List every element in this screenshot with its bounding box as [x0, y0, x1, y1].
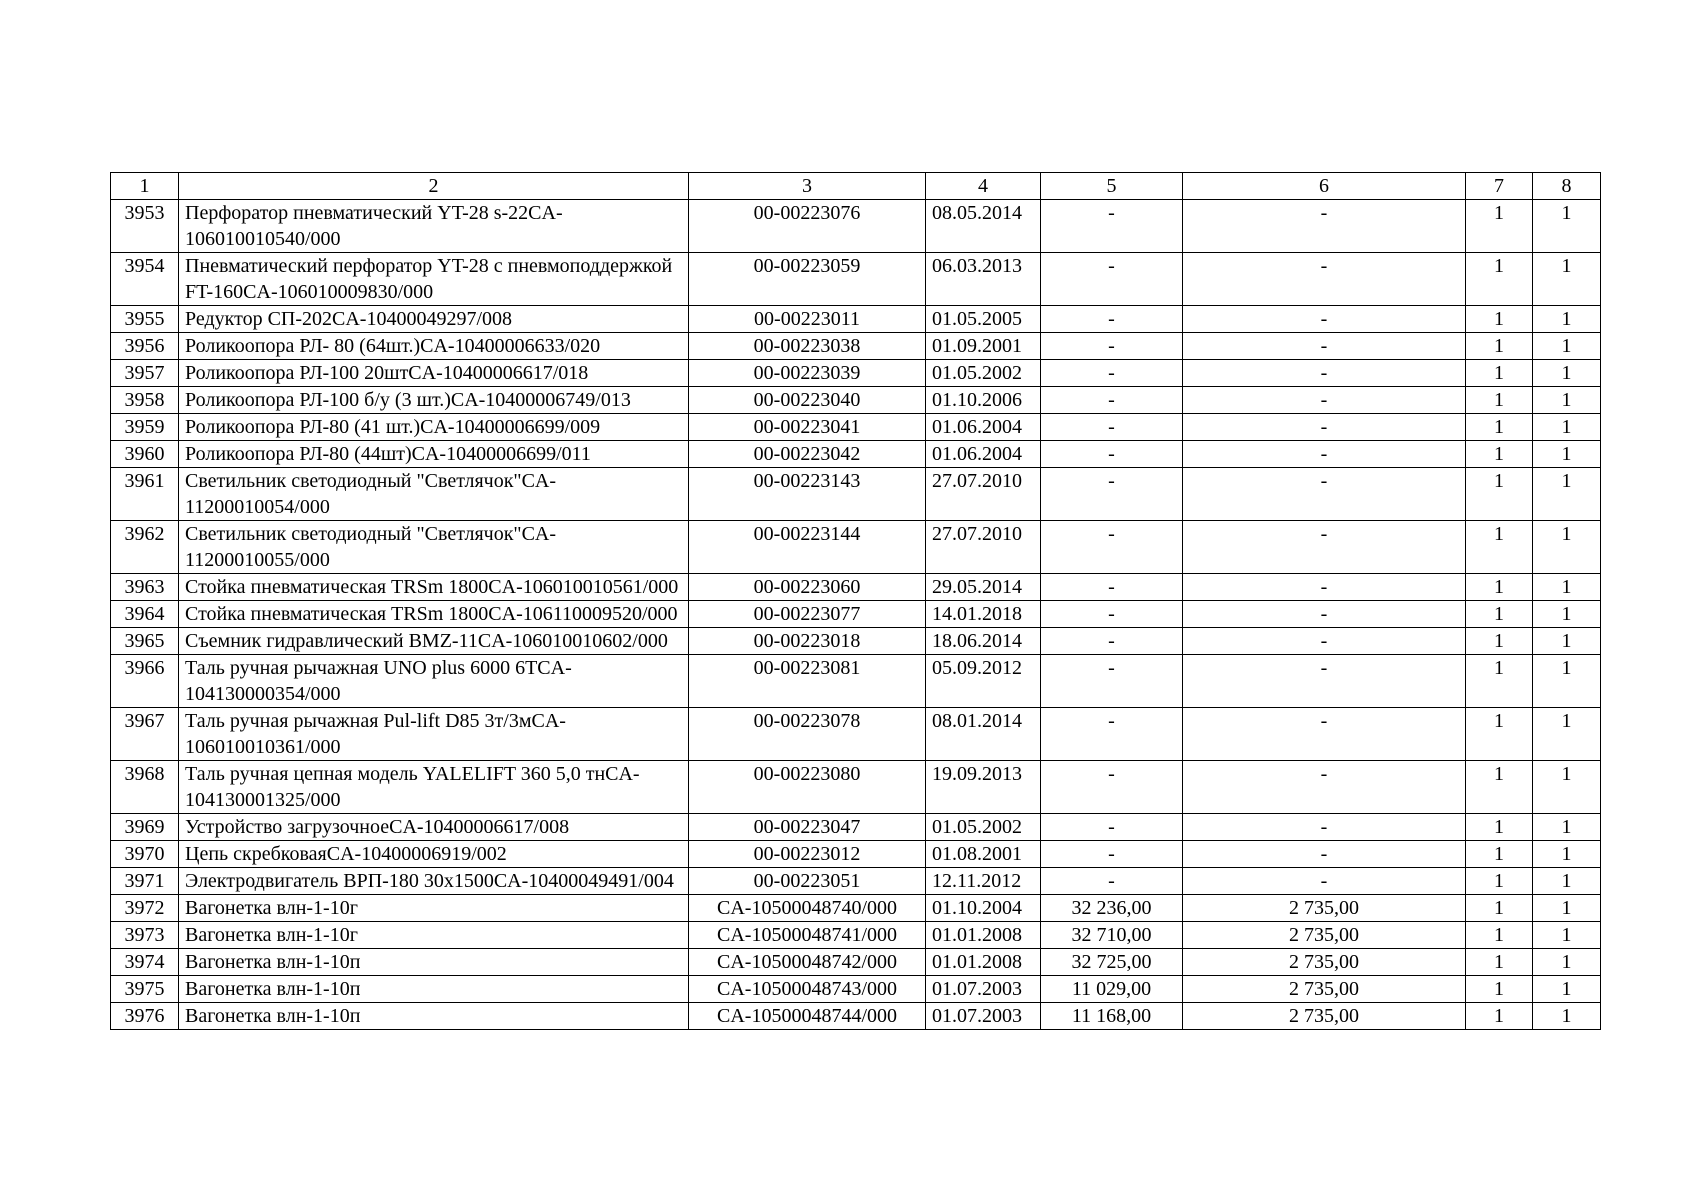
value-8-cell: 1	[1533, 360, 1601, 387]
value-5-cell: -	[1041, 868, 1183, 895]
date-cell: 29.05.2014	[926, 574, 1041, 601]
table-row	[111, 387, 1601, 414]
value-8-cell: 1	[1533, 468, 1601, 521]
table-row	[111, 655, 1601, 708]
inventory-code-cell: 00-00223042	[689, 441, 926, 468]
value-7-cell: 1	[1466, 949, 1533, 976]
table-body	[111, 173, 1601, 1030]
column-header: 4	[926, 173, 1041, 200]
item-name-cell: Вагонетка влн-1-10г	[179, 895, 689, 922]
inventory-table	[110, 172, 1601, 1030]
value-8-cell: 1	[1533, 761, 1601, 814]
item-name-cell: Роликоопора РЛ-100 20штCA-10400006617/018	[179, 360, 689, 387]
item-name-cell: Стойка пневматическая TRSm 1800CA-106010010561/000	[179, 574, 689, 601]
value-7-cell: 1	[1466, 761, 1533, 814]
date-cell: 01.07.2003	[926, 1003, 1041, 1030]
value-5-cell: -	[1041, 574, 1183, 601]
date-cell: 01.09.2001	[926, 333, 1041, 360]
column-header: 1	[111, 173, 179, 200]
value-6-cell: 2 735,00	[1183, 949, 1466, 976]
value-7-cell: 1	[1466, 708, 1533, 761]
row-number-cell: 3961	[111, 468, 179, 521]
inventory-code-cell: CA-10500048740/000	[689, 895, 926, 922]
value-7-cell: 1	[1466, 441, 1533, 468]
row-number-cell: 3965	[111, 628, 179, 655]
value-7-cell: 1	[1466, 841, 1533, 868]
date-cell: 19.09.2013	[926, 761, 1041, 814]
value-7-cell: 1	[1466, 360, 1533, 387]
table-row	[111, 814, 1601, 841]
value-6-cell: -	[1183, 253, 1466, 306]
value-8-cell: 1	[1533, 814, 1601, 841]
value-8-cell: 1	[1533, 628, 1601, 655]
column-header: 5	[1041, 173, 1183, 200]
value-6-cell: -	[1183, 306, 1466, 333]
value-6-cell: -	[1183, 601, 1466, 628]
value-6-cell: -	[1183, 521, 1466, 574]
value-8-cell: 1	[1533, 253, 1601, 306]
value-7-cell: 1	[1466, 253, 1533, 306]
value-8-cell: 1	[1533, 306, 1601, 333]
date-cell: 18.06.2014	[926, 628, 1041, 655]
row-number-cell: 3955	[111, 306, 179, 333]
table-row	[111, 841, 1601, 868]
item-name-cell: Съемник гидравлический BMZ-11CA-106010010602/000	[179, 628, 689, 655]
inventory-code-cell: 00-00223143	[689, 468, 926, 521]
inventory-code-cell: 00-00223038	[689, 333, 926, 360]
item-name-cell: Перфоратор пневматический YT-28 s-22CA-106010010540/000	[179, 200, 689, 253]
date-cell: 01.01.2008	[926, 922, 1041, 949]
value-7-cell: 1	[1466, 306, 1533, 333]
table-row	[111, 414, 1601, 441]
value-7-cell: 1	[1466, 976, 1533, 1003]
table-row	[111, 574, 1601, 601]
value-6-cell: 2 735,00	[1183, 1003, 1466, 1030]
inventory-code-cell: 00-00223081	[689, 655, 926, 708]
value-8-cell: 1	[1533, 200, 1601, 253]
value-5-cell: -	[1041, 333, 1183, 360]
value-5-cell: -	[1041, 200, 1183, 253]
table-row	[111, 922, 1601, 949]
date-cell: 01.05.2002	[926, 814, 1041, 841]
value-5-cell: -	[1041, 414, 1183, 441]
inventory-code-cell: CA-10500048742/000	[689, 949, 926, 976]
value-5-cell: -	[1041, 387, 1183, 414]
value-5-cell: 32 725,00	[1041, 949, 1183, 976]
table-row	[111, 628, 1601, 655]
item-name-cell: Роликоопора РЛ-100 б/у (3 шт.)CA-10400006749/013	[179, 387, 689, 414]
item-name-cell: Пневматический перфоратор YT-28 с пневмоподдержкой FT-160CA-106010009830/000	[179, 253, 689, 306]
value-5-cell: -	[1041, 468, 1183, 521]
inventory-code-cell: 00-00223012	[689, 841, 926, 868]
value-5-cell: -	[1041, 306, 1183, 333]
date-cell: 06.03.2013	[926, 253, 1041, 306]
value-5-cell: -	[1041, 655, 1183, 708]
item-name-cell: Таль ручная рычажная Pul-lift D85 3т/3мCA-106010010361/000	[179, 708, 689, 761]
value-6-cell: 2 735,00	[1183, 895, 1466, 922]
row-number-cell: 3966	[111, 655, 179, 708]
table-row	[111, 200, 1601, 253]
date-cell: 05.09.2012	[926, 655, 1041, 708]
value-6-cell: -	[1183, 814, 1466, 841]
inventory-code-cell: 00-00223051	[689, 868, 926, 895]
column-header: 6	[1183, 173, 1466, 200]
row-number-cell: 3972	[111, 895, 179, 922]
table-row	[111, 601, 1601, 628]
date-cell: 01.05.2005	[926, 306, 1041, 333]
inventory-code-cell: CA-10500048743/000	[689, 976, 926, 1003]
table-row	[111, 761, 1601, 814]
row-number-cell: 3964	[111, 601, 179, 628]
inventory-code-cell: 00-00223040	[689, 387, 926, 414]
item-name-cell: Светильник светодиодный "Светлячок"CA-11200010055/000	[179, 521, 689, 574]
inventory-code-cell: 00-00223047	[689, 814, 926, 841]
value-6-cell: -	[1183, 841, 1466, 868]
table-row	[111, 468, 1601, 521]
value-5-cell: -	[1041, 360, 1183, 387]
row-number-cell: 3967	[111, 708, 179, 761]
inventory-code-cell: 00-00223080	[689, 761, 926, 814]
row-number-cell: 3973	[111, 922, 179, 949]
row-number-cell: 3962	[111, 521, 179, 574]
item-name-cell: Редуктор СП-202CA-10400049297/008	[179, 306, 689, 333]
value-7-cell: 1	[1466, 601, 1533, 628]
item-name-cell: Вагонетка влн-1-10г	[179, 922, 689, 949]
date-cell: 08.01.2014	[926, 708, 1041, 761]
value-6-cell: -	[1183, 761, 1466, 814]
value-7-cell: 1	[1466, 521, 1533, 574]
date-cell: 01.08.2001	[926, 841, 1041, 868]
row-number-cell: 3954	[111, 253, 179, 306]
value-8-cell: 1	[1533, 387, 1601, 414]
item-name-cell: Роликоопора РЛ- 80 (64шт.)CA-10400006633/020	[179, 333, 689, 360]
value-8-cell: 1	[1533, 1003, 1601, 1030]
value-7-cell: 1	[1466, 333, 1533, 360]
value-8-cell: 1	[1533, 441, 1601, 468]
item-name-cell: Устройство загрузочноеCA-10400006617/008	[179, 814, 689, 841]
date-cell: 08.05.2014	[926, 200, 1041, 253]
table-row	[111, 895, 1601, 922]
inventory-code-cell: CA-10500048741/000	[689, 922, 926, 949]
item-name-cell: Светильник светодиодный "Светлячок"CA-11200010054/000	[179, 468, 689, 521]
row-number-cell: 3976	[111, 1003, 179, 1030]
date-cell: 27.07.2010	[926, 468, 1041, 521]
value-7-cell: 1	[1466, 574, 1533, 601]
row-number-cell: 3957	[111, 360, 179, 387]
table-row	[111, 441, 1601, 468]
value-8-cell: 1	[1533, 655, 1601, 708]
value-5-cell: 11 029,00	[1041, 976, 1183, 1003]
date-cell: 01.10.2004	[926, 895, 1041, 922]
value-6-cell: -	[1183, 708, 1466, 761]
value-5-cell: 32 710,00	[1041, 922, 1183, 949]
value-8-cell: 1	[1533, 949, 1601, 976]
inventory-code-cell: 00-00223041	[689, 414, 926, 441]
value-5-cell: 32 236,00	[1041, 895, 1183, 922]
value-7-cell: 1	[1466, 468, 1533, 521]
value-8-cell: 1	[1533, 333, 1601, 360]
table-row	[111, 868, 1601, 895]
inventory-code-cell: 00-00223018	[689, 628, 926, 655]
value-6-cell: 2 735,00	[1183, 976, 1466, 1003]
item-name-cell: Роликоопора РЛ-80 (44шт)CA-10400006699/011	[179, 441, 689, 468]
value-6-cell: -	[1183, 333, 1466, 360]
date-cell: 14.01.2018	[926, 601, 1041, 628]
value-7-cell: 1	[1466, 922, 1533, 949]
value-6-cell: -	[1183, 574, 1466, 601]
inventory-code-cell: 00-00223078	[689, 708, 926, 761]
item-name-cell: Таль ручная рычажная UNO plus 6000 6TCA-104130000354/000	[179, 655, 689, 708]
inventory-code-cell: 00-00223060	[689, 574, 926, 601]
value-6-cell: -	[1183, 655, 1466, 708]
column-header: 3	[689, 173, 926, 200]
row-number-cell: 3971	[111, 868, 179, 895]
value-5-cell: -	[1041, 628, 1183, 655]
value-7-cell: 1	[1466, 414, 1533, 441]
table-row	[111, 949, 1601, 976]
value-6-cell: -	[1183, 628, 1466, 655]
value-7-cell: 1	[1466, 200, 1533, 253]
row-number-cell: 3975	[111, 976, 179, 1003]
row-number-cell: 3969	[111, 814, 179, 841]
value-8-cell: 1	[1533, 895, 1601, 922]
value-5-cell: -	[1041, 841, 1183, 868]
table-row	[111, 333, 1601, 360]
date-cell: 01.06.2004	[926, 441, 1041, 468]
value-5-cell: -	[1041, 521, 1183, 574]
value-7-cell: 1	[1466, 868, 1533, 895]
item-name-cell: Таль ручная цепная модель YALELIFT 360 5,0 тнCA-104130001325/000	[179, 761, 689, 814]
value-6-cell: -	[1183, 200, 1466, 253]
value-5-cell: -	[1041, 814, 1183, 841]
table-row	[111, 253, 1601, 306]
value-6-cell: -	[1183, 387, 1466, 414]
inventory-code-cell: 00-00223144	[689, 521, 926, 574]
date-cell: 12.11.2012	[926, 868, 1041, 895]
inventory-code-cell: 00-00223059	[689, 253, 926, 306]
item-name-cell: Вагонетка влн-1-10п	[179, 1003, 689, 1030]
date-cell: 01.10.2006	[926, 387, 1041, 414]
value-8-cell: 1	[1533, 708, 1601, 761]
value-6-cell: 2 735,00	[1183, 922, 1466, 949]
inventory-code-cell: 00-00223011	[689, 306, 926, 333]
date-cell: 01.01.2008	[926, 949, 1041, 976]
value-5-cell: -	[1041, 708, 1183, 761]
table-row	[111, 708, 1601, 761]
item-name-cell: Цепь скребковаяCA-10400006919/002	[179, 841, 689, 868]
value-6-cell: -	[1183, 441, 1466, 468]
item-name-cell: Стойка пневматическая TRSm 1800CA-106110009520/000	[179, 601, 689, 628]
row-number-cell: 3974	[111, 949, 179, 976]
inventory-code-cell: 00-00223039	[689, 360, 926, 387]
row-number-cell: 3958	[111, 387, 179, 414]
value-7-cell: 1	[1466, 895, 1533, 922]
table-row	[111, 360, 1601, 387]
column-header: 2	[179, 173, 689, 200]
value-5-cell: -	[1041, 761, 1183, 814]
date-cell: 01.07.2003	[926, 976, 1041, 1003]
value-6-cell: -	[1183, 468, 1466, 521]
value-6-cell: -	[1183, 868, 1466, 895]
row-number-cell: 3963	[111, 574, 179, 601]
inventory-code-cell: 00-00223077	[689, 601, 926, 628]
table-row	[111, 1003, 1601, 1030]
value-5-cell: -	[1041, 441, 1183, 468]
inventory-code-cell: CA-10500048744/000	[689, 1003, 926, 1030]
value-7-cell: 1	[1466, 814, 1533, 841]
value-5-cell: -	[1041, 253, 1183, 306]
value-5-cell: 11 168,00	[1041, 1003, 1183, 1030]
row-number-cell: 3968	[111, 761, 179, 814]
date-cell: 01.05.2002	[926, 360, 1041, 387]
value-7-cell: 1	[1466, 655, 1533, 708]
column-number-row	[111, 173, 1601, 200]
value-6-cell: -	[1183, 360, 1466, 387]
value-5-cell: -	[1041, 601, 1183, 628]
row-number-cell: 3960	[111, 441, 179, 468]
column-header: 7	[1466, 173, 1533, 200]
row-number-cell: 3959	[111, 414, 179, 441]
table-row	[111, 521, 1601, 574]
date-cell: 01.06.2004	[926, 414, 1041, 441]
column-header: 8	[1533, 173, 1601, 200]
date-cell: 27.07.2010	[926, 521, 1041, 574]
value-8-cell: 1	[1533, 841, 1601, 868]
item-name-cell: Вагонетка влн-1-10п	[179, 949, 689, 976]
value-7-cell: 1	[1466, 628, 1533, 655]
item-name-cell: Электродвигатель ВРП-180 30х1500CA-10400049491/004	[179, 868, 689, 895]
value-6-cell: -	[1183, 414, 1466, 441]
value-8-cell: 1	[1533, 868, 1601, 895]
row-number-cell: 3956	[111, 333, 179, 360]
value-8-cell: 1	[1533, 601, 1601, 628]
value-8-cell: 1	[1533, 922, 1601, 949]
row-number-cell: 3953	[111, 200, 179, 253]
value-7-cell: 1	[1466, 387, 1533, 414]
row-number-cell: 3970	[111, 841, 179, 868]
inventory-code-cell: 00-00223076	[689, 200, 926, 253]
value-8-cell: 1	[1533, 414, 1601, 441]
value-8-cell: 1	[1533, 521, 1601, 574]
value-8-cell: 1	[1533, 976, 1601, 1003]
item-name-cell: Роликоопора РЛ-80 (41 шт.)CA-10400006699/009	[179, 414, 689, 441]
value-8-cell: 1	[1533, 574, 1601, 601]
table-row	[111, 306, 1601, 333]
table-row	[111, 976, 1601, 1003]
item-name-cell: Вагонетка влн-1-10п	[179, 976, 689, 1003]
value-7-cell: 1	[1466, 1003, 1533, 1030]
